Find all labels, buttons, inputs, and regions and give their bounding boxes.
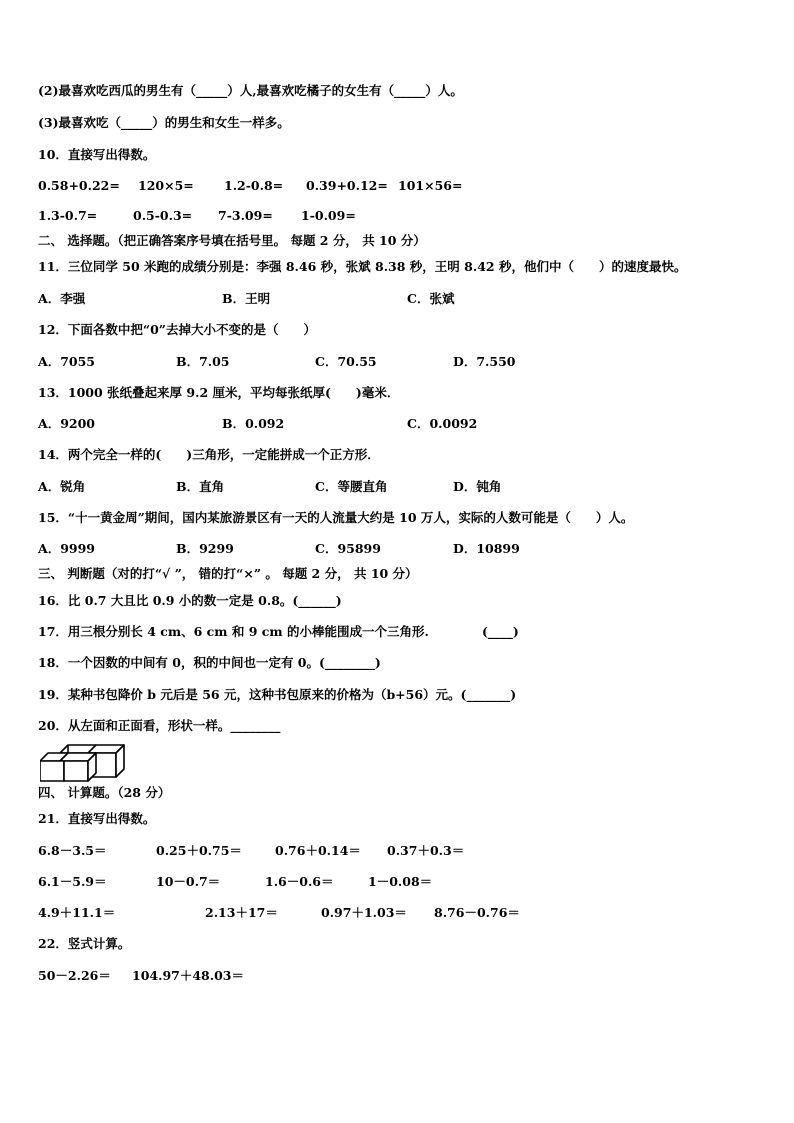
- section3-heading: 三、 判断题（对的打“√ ”， 错的打“×” 。 每题 2 分， 共 10 分）: [38, 566, 418, 581]
- q10-expr: 0.58+0.22=: [38, 178, 120, 193]
- q12-question: 12．下面各数中把“0”去掉大小不变的是（ ）: [38, 322, 316, 337]
- q10-expr: 120×5=: [138, 178, 194, 193]
- q14-question: 14．两个完全一样的( )三角形，一定能拼成一个正方形．: [38, 447, 380, 462]
- q13-option-b: B．0.092: [222, 416, 285, 431]
- q21-prompt: 21．直接写出得数。: [38, 811, 156, 826]
- cubes-figure: [40, 742, 130, 785]
- q21-expr: 4.9＋11.1＝: [38, 905, 116, 920]
- q12-option-a: A．7055: [38, 354, 95, 369]
- q14-option-a: A．锐角: [38, 479, 86, 494]
- q10-expr: 0.39+0.12=: [306, 178, 388, 193]
- q13-option-c: C．0.0092: [407, 416, 478, 431]
- q9-part2: (2)最喜欢吃西瓜的男生有（_____）人,最喜欢吃橘子的女生有（_____）人。: [38, 83, 463, 98]
- q11-question: 11．三位同学 50 米跑的成绩分别是：李强 8.46 秒，张斌 8.38 秒，王明 8.42 秒，他们中（ ）的速度最快。: [38, 259, 687, 274]
- q15-option-a: A．9999: [38, 541, 95, 556]
- q21-expr: 2.13＋17＝: [205, 905, 278, 920]
- q22-prompt: 22．竖式计算。: [38, 936, 131, 951]
- q16-statement: 16．比 0.7 大且比 0.9 小的数一定是 0.8。(______): [38, 593, 342, 608]
- q19-statement: 19．某种书包降价 b 元后是 56 元，这种书包原来的价格为（b+56）元。(_______): [38, 687, 517, 702]
- q21-expr: 0.97＋1.03＝: [321, 905, 407, 920]
- q14-option-b: B．直角: [176, 479, 225, 494]
- q15-option-b: B．9299: [176, 541, 234, 556]
- q13-question: 13．1000 张纸叠起来厚 9.2 厘米，平均每张纸厚( )毫米．: [38, 385, 400, 400]
- q14-option-d: D．钝角: [453, 479, 502, 494]
- q11-option-b: B．王明: [222, 291, 271, 306]
- q14-option-c: C．等腰直角: [315, 479, 388, 494]
- q21-expr: 0.76＋0.14＝: [275, 843, 361, 858]
- q11-option-c: C．张斌: [407, 291, 455, 306]
- q17-blank: (____): [482, 624, 519, 639]
- q21-expr: 1－0.08＝: [368, 874, 433, 889]
- section2-heading: 二、 选择题。（把正确答案序号填在括号里。 每题 2 分， 共 10 分）: [38, 233, 426, 248]
- section4-heading: 四、 计算题。（28 分）: [38, 785, 171, 800]
- q10-expr: 1-0.09=: [301, 208, 356, 223]
- q15-option-d: D．10899: [453, 541, 520, 556]
- q12-option-d: D．7.550: [453, 354, 516, 369]
- q11-option-a: A．李强: [38, 291, 86, 306]
- q10-expr: 0.5-0.3=: [133, 208, 193, 223]
- q21-expr: 10－0.7＝: [156, 874, 221, 889]
- q18-statement: 18．一个因数的中间有 0，积的中间也一定有 0。(________): [38, 655, 381, 670]
- q21-expr: 0.37＋0.3＝: [387, 843, 465, 858]
- q22-expr: 50－2.26＝: [38, 968, 111, 983]
- q10-expr: 101×56=: [398, 178, 463, 193]
- q10-expr: 1.3-0.7=: [38, 208, 98, 223]
- q21-expr: 8.76－0.76＝: [434, 905, 520, 920]
- q12-option-c: C．70.55: [315, 354, 377, 369]
- q21-expr: 6.8－3.5＝: [38, 843, 107, 858]
- q10-prompt: 10．直接写出得数。: [38, 147, 156, 162]
- q17-statement: 17．用三根分别长 4 cm、6 cm 和 9 cm 的小棒能围成一个三角形.: [38, 624, 429, 639]
- q21-expr: 0.25＋0.75＝: [156, 843, 242, 858]
- q10-expr: 1.2-0.8=: [224, 178, 284, 193]
- q21-expr: 6.1－5.9＝: [38, 874, 107, 889]
- q9-part3: (3)最喜欢吃（_____）的男生和女生一样多。: [38, 115, 290, 130]
- q15-question: 15．“十一黄金周”期间，国内某旅游景区有一天的人流量大约是 10 万人，实际的人数可能是（ ）人。: [38, 510, 634, 525]
- q10-expr: 7-3.09=: [218, 208, 273, 223]
- q12-option-b: B．7.05: [176, 354, 230, 369]
- q13-option-a: A．9200: [38, 416, 95, 431]
- q20-statement: 20．从左面和正面看，形状一样。________: [38, 718, 281, 733]
- q21-expr: 1.6－0.6＝: [265, 874, 334, 889]
- q15-option-c: C．95899: [315, 541, 381, 556]
- q22-expr: 104.97＋48.03＝: [132, 968, 244, 983]
